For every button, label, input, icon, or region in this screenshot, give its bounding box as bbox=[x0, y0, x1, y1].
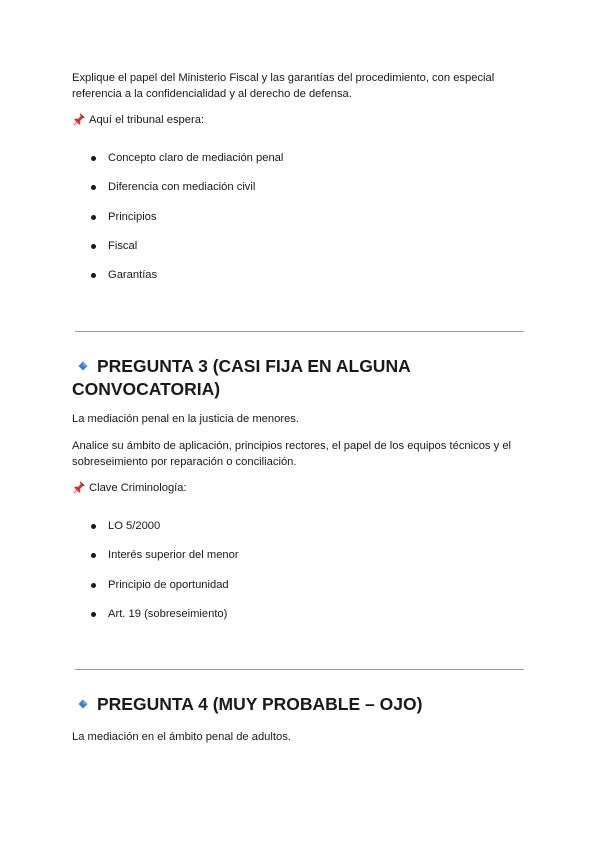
section-divider bbox=[75, 331, 524, 332]
tribunal-note bbox=[72, 112, 204, 128]
criminology-note-text: Clave Criminología: bbox=[89, 482, 187, 494]
section-4-title: PREGUNTA 4 (MUY PROBABLE – OJO) bbox=[97, 694, 423, 714]
blue-diamond-icon bbox=[78, 361, 88, 371]
section-4-heading bbox=[72, 693, 472, 716]
list-item bbox=[90, 150, 283, 179]
section-3-question bbox=[72, 438, 532, 470]
bullet-dot-icon bbox=[91, 553, 96, 558]
list-item-text: Garantías bbox=[108, 269, 158, 281]
bullet-dot-icon bbox=[91, 524, 96, 529]
pushpin-icon bbox=[72, 480, 86, 494]
bullet-dot-icon bbox=[91, 273, 96, 278]
section-3-heading bbox=[72, 355, 472, 401]
section-3-intro: La mediación penal en la justicia de menores. bbox=[72, 413, 299, 425]
section-3-question-line-1: Analice su ámbito de aplicación, principios rectores, el papel de los equipos técnicos y el bbox=[72, 440, 512, 452]
list-item bbox=[90, 547, 239, 576]
list-item bbox=[90, 267, 283, 296]
list-item bbox=[90, 606, 239, 635]
list-item-text: Principio de oportunidad bbox=[108, 578, 229, 591]
list-item-text: Interés superior del menor bbox=[108, 549, 239, 562]
list-item-text: Principios bbox=[108, 210, 157, 223]
pushpin-icon bbox=[72, 112, 86, 126]
blue-diamond-icon bbox=[78, 699, 88, 709]
list-item bbox=[90, 179, 283, 208]
section-divider bbox=[75, 669, 524, 670]
section-3-title-line-2: CONVOCATORIA) bbox=[72, 379, 221, 399]
tribunal-note-text: Aquí el tribunal espera: bbox=[89, 114, 205, 126]
section-3-title-line-1: PREGUNTA 3 (CASI FIJA EN ALGUNA bbox=[97, 356, 411, 376]
bullet-dot-icon bbox=[91, 612, 96, 617]
list-item-text: Concepto claro de mediación penal bbox=[108, 152, 284, 164]
bullet-dot-icon bbox=[91, 244, 96, 249]
list-item bbox=[90, 209, 283, 238]
list-item-text: Fiscal bbox=[108, 239, 138, 252]
criminology-note bbox=[72, 480, 187, 496]
list-item-text: Diferencia con mediación civil bbox=[108, 181, 256, 194]
bullet-dot-icon bbox=[91, 583, 96, 588]
intro-paragraph bbox=[72, 70, 532, 102]
section-4-intro: La mediación en el ámbito penal de adultos. bbox=[72, 731, 291, 743]
list-item bbox=[90, 518, 239, 547]
expectations-list bbox=[90, 150, 283, 296]
bullet-dot-icon bbox=[91, 215, 96, 220]
bullet-dot-icon bbox=[91, 185, 96, 190]
section-3-question-line-2: sobreseimiento por reparación o conciliación. bbox=[72, 456, 297, 468]
bullet-dot-icon bbox=[91, 156, 96, 161]
list-item-text: Art. 19 (sobreseimiento) bbox=[108, 607, 228, 620]
list-item-text: LO 5/2000 bbox=[108, 520, 161, 532]
list-item bbox=[90, 238, 283, 267]
intro-line-1: Explique el papel del Ministerio Fiscal y las garantías del procedimiento, con especial bbox=[72, 72, 495, 84]
list-item bbox=[90, 577, 239, 606]
intro-line-2: referencia a la confidencialidad y al derecho de defensa. bbox=[72, 88, 352, 100]
criminology-list bbox=[90, 518, 239, 635]
